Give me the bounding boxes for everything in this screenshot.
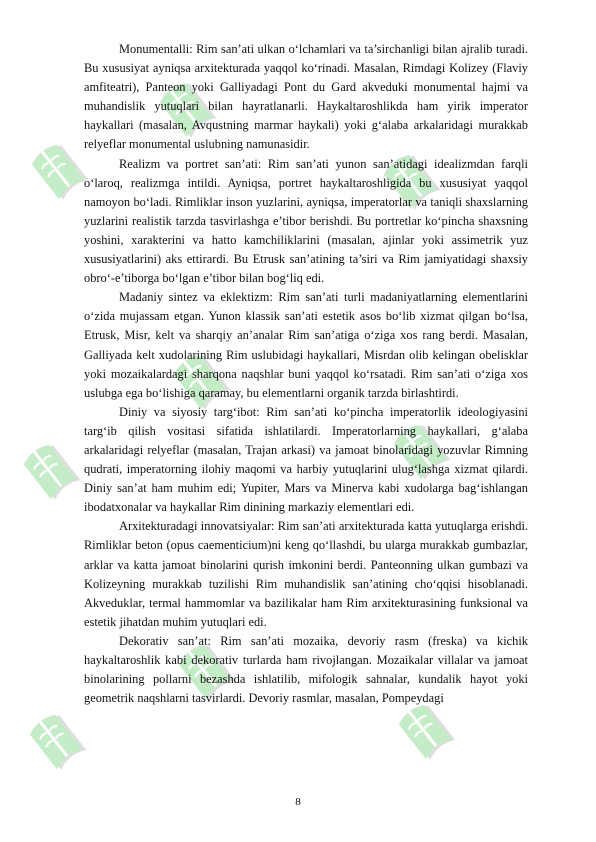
paragraph-monumentality: Monumentalli: Rim san’ati ulkan o‘lchamlari va ta’sirchanligi bilan ajralib turadi. Bu xususiyat ayniqsa arxitekturada yaqqol ko‘rinadi. Masalan, Rimdagi Kolizey (Flaviy amfiteatri), Panteon yoki Galliyadagi Pont du Gard akveduki monumental hajmi va muhandislik yutuqlari bilan hayratlanarli. Haykaltaroshlikda ham yirik imperator haykallari (masalan, Avqustning marmar haykali) yoki g‘alaba arkalaridagi murakkab relyeflar monumental uslubning namunasidir. bbox=[84, 42, 528, 152]
paragraph-religious-political-propaganda: Diniy va siyosiy targ‘ibot: Rim san’ati ko‘pincha imperatorlik ideologiyasini targ‘ib qilish vositasi sifatida ishlatilardi. Imperatorlarning haykallari, g‘alaba arkalaridagi relyeflar (masalan, Trajan arkasi) va jamoat binolaridagi yozuvlar Rimning qudrati, imperatorning ilohiy maqomi va harbiy yutuqlarini ulug‘lashga xizmat qilardi. Diniy san’at ham muhim edi; Yupiter, Mars va Minerva kabi xudolarga bag‘ishlangan ibodatxonalar va haykallar Rim dinining markaziy elementlari edi. bbox=[84, 404, 528, 515]
logo-watermark-icon bbox=[7, 428, 94, 515]
paragraph-architecture-innovations: Arxitekturadagi innovatsiyalar: Rim san’ati arxitekturada katta yutuqlarga erishdi. Rimliklar beton (opus caementicium)ni keng qo‘llashdi, bu ularga murakkab gumbazlar, arklar va katta jamoat binolarini qurish imkonini berdi. Panteonning ulkan gumbazi va Kolizeyning murakkab tuzilishi Rim muhandislik san’atining cho‘qqisi hisoblanadi. Akveduklar, termal hammomlar va bazilikalar ham Rim arxitekturasining funksional va estetik jihatdan muhim yutuqlari edi. bbox=[84, 519, 528, 629]
logo-watermark-icon bbox=[13, 698, 100, 785]
paragraph-cultural-synthesis: Madaniy sintez va eklektizm: Rim san’ati turli madaniyatlarning elementlarini o‘zida mujassam etgan. Yunon klassik san’ati estetik asos bo‘lib xizmat qilgan bo‘lsa, Etrusk, Misr, kelt va sharqiy an’analar Rim san’atiga o‘ziga xos rang berdi. Masalan, Galliyada kelt xudolarining Rim uslubidagi haykallari, Misrdan olib kelingan obelisklar yoki mozaikalardagi sharqona naqshlar buni yaqqol ko‘rsatadi. Rim san’ati o‘ziga xos uslubga ega bo‘lishiga qaramay, bu elementlarni organik tarzda birlashtirdi. bbox=[84, 290, 528, 400]
paragraph-realism-portrait: Realizm va portret san’ati: Rim san’ati yunon san’atidagi idealizmdan farqli o‘laroq, realizmga intildi. Ayniqsa, portret haykaltaroshligida bu xususiyat yaqqol namoyon bo‘ladi. Rimliklar inson yuzlarini, ayniqsa, imperatorlar va taniqli shaxslarning yuzlarini realistik tarzda tasvirlashga e’tibor berishdi. Bu portretlar ko‘pincha shaxsning yoshini, xarakterini va hatto kamchiliklarini (masalan, ajinlar yoki assimetrik yuz xususiyatlarini) aks ettirardi. Bu Etrusk san’atining ta’siri va Rim jamiyatidagi shaxsiy obro‘-e’tiborga bo‘lgan e’tibor bilan bog‘liq edi. bbox=[84, 156, 528, 286]
paragraph-decorative-art: Dekorativ san’at: Rim san’ati mozaika, devoriy rasm (freska) va kichik haykaltaroshlik kabi dekorativ turlarda ham rivojlangan. Mozaikalar villalar va jamoat binolarining pollarni bezashda ishlatilib, mifologik sahnalar, kundalik hayot yoki geometrik naqshlarni tasvirlardi. Devoriy rasmlar, masalan, Pompeydagi bbox=[84, 633, 528, 706]
page-number: 8 bbox=[295, 796, 301, 808]
document-body bbox=[84, 40, 528, 708]
